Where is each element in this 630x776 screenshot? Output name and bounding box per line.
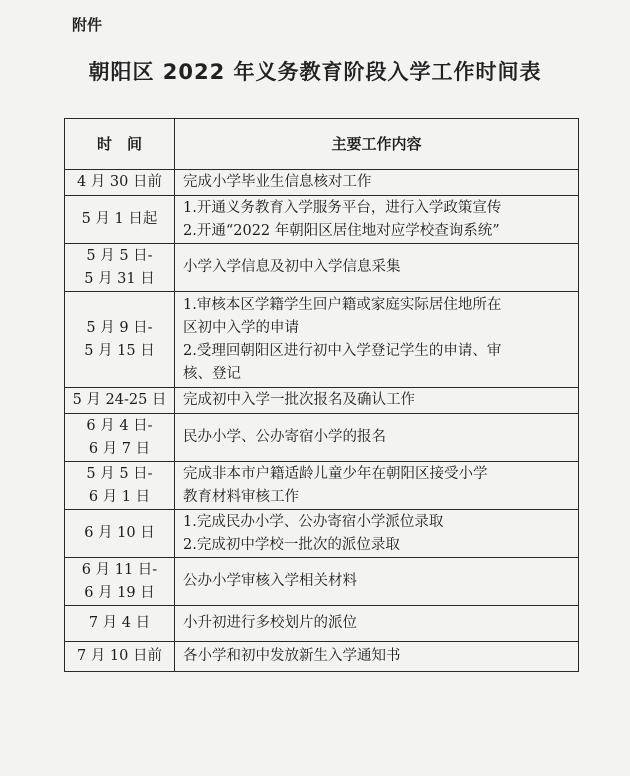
time-line: 5 月 24-25 日 [72,392,167,408]
row-content-cell [175,388,579,414]
content-line: 1.审核本区学籍学生回户籍或家庭实际居住地所在 [183,296,502,313]
time-line: 6 月 7 日 [88,440,151,457]
row-time-cell [65,558,175,606]
time-line: 6 月 10 日 [84,525,155,541]
content-line: 小升初进行多校划片的派位 [183,615,357,631]
table-row [65,642,579,672]
table-row [65,414,579,462]
row-time-cell [65,414,175,462]
table-row [65,170,579,196]
row-time-cell [65,244,175,292]
row-content-cell [175,244,579,292]
time-line: 7 月 10 日前 [76,648,162,664]
table-header-row [65,119,579,170]
column-header-time: 时 间 [65,119,175,170]
row-content-cell [175,414,579,462]
content-line: 小学入学信息及初中入学信息采集 [183,259,401,275]
row-time-cell [65,462,175,510]
row-content-cell [175,606,579,642]
row-time-cell [65,642,175,672]
table-row [65,292,579,388]
table-row [65,196,579,244]
time-line: 5 月 9 日- [86,319,153,336]
row-content-cell [175,558,579,606]
row-content-cell [175,510,579,558]
time-line: 5 月 1 日起 [81,211,158,227]
content-line: 教育材料审核工作 [183,488,299,505]
row-content-cell [175,196,579,244]
table-row [65,510,579,558]
content-line: 民办小学、公办寄宿小学的报名 [183,429,386,445]
table-row [65,388,579,414]
row-time-cell [65,388,175,414]
schedule-table [64,118,579,672]
time-line: 6 月 11 日- [81,561,158,578]
table-row [65,462,579,510]
row-time-cell [65,196,175,244]
content-line: 核、登记 [183,365,241,382]
content-line: 各小学和初中发放新生入学通知书 [183,648,401,664]
content-line: 2.受理回朝阳区进行初中入学登记学生的申请、审 [183,342,502,359]
time-line: 4 月 30 日前 [76,174,162,190]
row-time-cell [65,606,175,642]
time-line: 6 月 19 日 [84,584,155,601]
document-title: 朝阳区 2022 年义务教育阶段入学工作时间表 [88,60,542,84]
row-content-cell [175,642,579,672]
row-content-cell [175,170,579,196]
row-time-cell [65,170,175,196]
row-content-cell [175,462,579,510]
content-line: 完成初中入学一批次报名及确认工作 [183,392,415,408]
time-line: 5 月 31 日 [84,270,155,287]
row-time-cell [65,292,175,388]
time-line: 5 月 15 日 [84,342,155,359]
content-line: 区初中入学的申请 [183,319,299,336]
column-header-content: 主要工作内容 [175,119,579,170]
row-content-cell [175,292,579,388]
time-line: 5 月 5 日- [86,247,153,264]
time-line: 7 月 4 日 [88,615,151,631]
content-line: 1.完成民办小学、公办寄宿小学派位录取 [183,513,444,530]
content-line: 1.开通义务教育入学服务平台，进行入学政策宣传 [183,199,502,216]
time-line: 6 月 1 日 [88,488,151,505]
content-line: 完成小学毕业生信息核对工作 [183,174,372,190]
content-line: 公办小学审核入学相关材料 [183,573,357,589]
content-line: 2.完成初中学校一批次的派位录取 [183,536,400,553]
table-row [65,558,579,606]
table-row [65,606,579,642]
row-time-cell [65,510,175,558]
content-line: 2.开通“2022 年朝阳区居住地对应学校查询系统” [183,222,500,239]
content-line: 完成非本市户籍适龄儿童少年在朝阳区接受小学 [183,465,488,482]
time-line: 5 月 5 日- [86,465,153,482]
time-line: 6 月 4 日- [86,417,153,434]
table-row [65,244,579,292]
attachment-label: 附件 [72,16,103,34]
